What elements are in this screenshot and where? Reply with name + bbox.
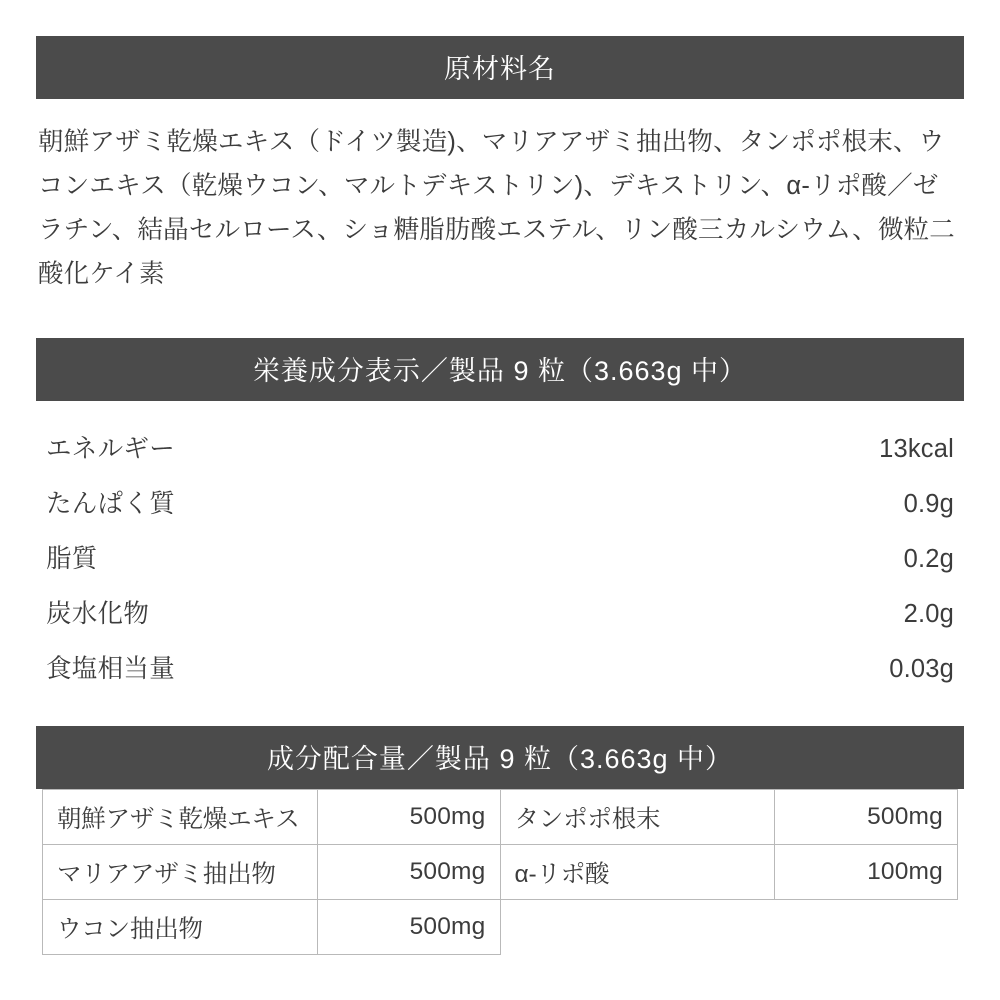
- ingredients-section-title: 原材料名: [36, 36, 964, 99]
- nutrition-row: [42, 419, 958, 474]
- nutrition-row-value: 0.03g: [889, 654, 954, 683]
- composition-left-name: マリアアザミ抽出物: [43, 845, 318, 900]
- nutrition-row-label: たんぱく質: [46, 489, 176, 518]
- composition-right-name: タンポポ根末: [500, 790, 775, 845]
- nutrition-section-title: 栄養成分表示／製品 9 粒（3.663g 中）: [36, 338, 964, 401]
- composition-section: [36, 726, 964, 955]
- nutrition-row-value: 0.9g: [903, 489, 954, 518]
- composition-left-name: 朝鮮アザミ乾燥エキス: [43, 790, 318, 845]
- composition-empty-cell: [775, 900, 958, 955]
- nutrition-row-value: 2.0g: [903, 599, 954, 628]
- composition-left-amount: 500mg: [317, 790, 500, 845]
- composition-left-amount: 500mg: [317, 900, 500, 955]
- nutrition-row: [42, 639, 958, 694]
- composition-section-title: 成分配合量／製品 9 粒（3.663g 中）: [36, 726, 964, 789]
- nutrition-row-label: エネルギー: [46, 434, 176, 463]
- nutrition-row-label: 炭水化物: [46, 599, 150, 628]
- composition-left-amount: 500mg: [317, 845, 500, 900]
- ingredients-text: 朝鮮アザミ乾燥エキス（ドイツ製造)、マリアアザミ抽出物、タンポポ根末、ウコンエキス（乾燥ウコン、マルトデキストリン)、デキストリン、α‑リポ酸／ゼラチン、結晶セルロース、ショ糖脂肪酸エステル、リン酸三カルシウム、微粒二酸化ケイ素: [38, 128, 955, 288]
- nutrition-row: [42, 584, 958, 639]
- table-row: [43, 845, 958, 900]
- nutrition-row: [42, 529, 958, 584]
- composition-left-name: ウコン抽出物: [43, 900, 318, 955]
- table-row: [43, 900, 958, 955]
- composition-empty-cell: [500, 900, 775, 955]
- composition-table: [42, 789, 958, 955]
- nutrition-row-value: 13kcal: [879, 434, 954, 463]
- nutrition-section: [36, 338, 964, 694]
- nutrition-row-label: 食塩相当量: [46, 654, 176, 683]
- composition-right-amount: 500mg: [775, 790, 958, 845]
- table-row: [43, 790, 958, 845]
- composition-right-amount: 100mg: [775, 845, 958, 900]
- nutrition-list: [42, 419, 958, 694]
- nutrition-row-value: 0.2g: [903, 544, 954, 573]
- nutrition-row-label: 脂質: [46, 544, 98, 573]
- composition-right-name: α‑リポ酸: [500, 845, 775, 900]
- nutrition-row: [42, 474, 958, 529]
- ingredients-section: [36, 36, 964, 296]
